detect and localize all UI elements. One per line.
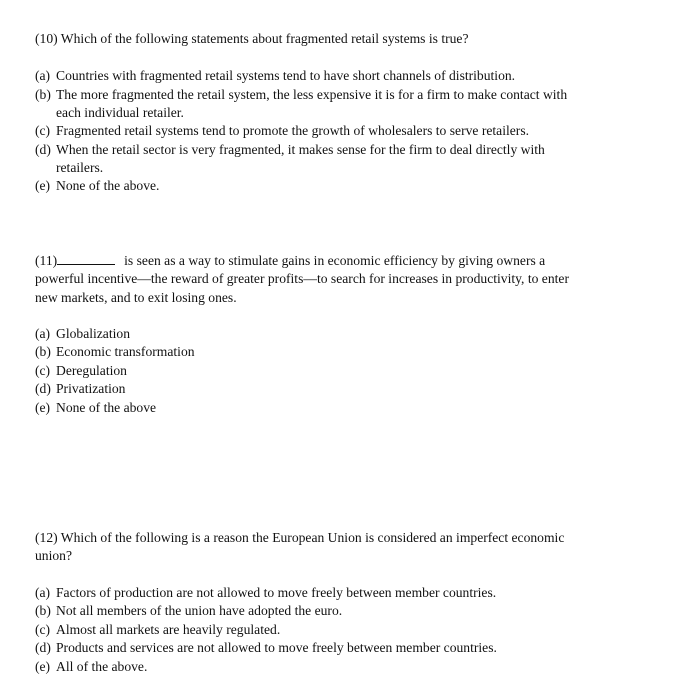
q11-question-line-1 bbox=[35, 252, 545, 270]
option-letter: (a) bbox=[35, 326, 51, 341]
option-letter: (d) bbox=[35, 381, 51, 396]
option-text: Factors of production are not allowed to move freely between member countries. bbox=[56, 585, 497, 600]
option-text: Privatization bbox=[56, 381, 126, 396]
q11-option-a bbox=[35, 325, 130, 343]
q10-question: (10) Which of the following statements about fragmented retail systems is true? bbox=[35, 31, 469, 46]
q12-option-b bbox=[35, 602, 342, 620]
option-letter: (d) bbox=[35, 142, 51, 157]
q10-option-e bbox=[35, 177, 159, 195]
option-text: Almost all markets are heavily regulated. bbox=[56, 622, 281, 637]
option-text: All of the above. bbox=[56, 659, 148, 674]
q11-option-c bbox=[35, 362, 127, 380]
option-letter: (b) bbox=[35, 87, 51, 102]
option-letter: (c) bbox=[35, 363, 51, 378]
option-letter: (d) bbox=[35, 640, 51, 655]
option-letter: (a) bbox=[35, 585, 51, 600]
option-letter: (b) bbox=[35, 603, 51, 618]
q11-option-e bbox=[35, 399, 156, 417]
q12-option-c bbox=[35, 621, 280, 639]
option-text: Not all members of the union have adopted the euro. bbox=[56, 603, 343, 618]
q11-question-line-2: powerful incentive—the reward of greater profits—to search for increases in productivity, to enter bbox=[35, 271, 569, 286]
option-letter: (e) bbox=[35, 178, 51, 193]
option-text: Deregulation bbox=[56, 363, 127, 378]
q11-number: (11) bbox=[35, 253, 58, 268]
q10-option-b-continuation: each individual retailer. bbox=[56, 105, 184, 120]
option-text: None of the above bbox=[56, 400, 157, 415]
fill-in-blank bbox=[57, 252, 115, 265]
q12-option-a bbox=[35, 584, 496, 602]
q12-option-e bbox=[35, 658, 147, 676]
option-text: Countries with fragmented retail systems tend to have short channels of distribution. bbox=[56, 68, 516, 83]
option-text: Globalization bbox=[56, 326, 130, 341]
q10-option-c bbox=[35, 122, 529, 140]
option-letter: (c) bbox=[35, 123, 51, 138]
q10-option-a bbox=[35, 67, 515, 85]
q10-option-b bbox=[35, 86, 567, 104]
option-text: Fragmented retail systems tend to promote the growth of wholesalers to serve retailers. bbox=[56, 123, 530, 138]
option-text: The more fragmented the retail system, the less expensive it is for a firm to make contact with bbox=[56, 87, 568, 102]
option-text: Products and services are not allowed to move freely between member countries. bbox=[56, 640, 497, 655]
option-text: None of the above. bbox=[56, 178, 160, 193]
option-letter: (e) bbox=[35, 400, 51, 415]
q10-option-d-continuation: retailers. bbox=[56, 160, 104, 175]
option-letter: (b) bbox=[35, 344, 51, 359]
option-letter: (a) bbox=[35, 68, 51, 83]
option-text: When the retail sector is very fragmented, it makes sense for the firm to deal directly with bbox=[56, 142, 545, 157]
q11-option-b bbox=[35, 343, 195, 361]
option-letter: (c) bbox=[35, 622, 51, 637]
option-letter: (e) bbox=[35, 659, 51, 674]
q10-option-d bbox=[35, 141, 545, 159]
q12-question-line-1: (12) Which of the following is a reason the European Union is considered an imperfect economic bbox=[35, 530, 565, 545]
option-text: Economic transformation bbox=[56, 344, 195, 359]
q11-line1-text: is seen as a way to stimulate gains in economic efficiency by giving owners a bbox=[124, 253, 546, 268]
q12-question-line-2: union? bbox=[35, 548, 72, 563]
q11-question-line-3: new markets, and to exit losing ones. bbox=[35, 290, 237, 305]
q12-option-d bbox=[35, 639, 497, 657]
q11-option-d bbox=[35, 380, 125, 398]
